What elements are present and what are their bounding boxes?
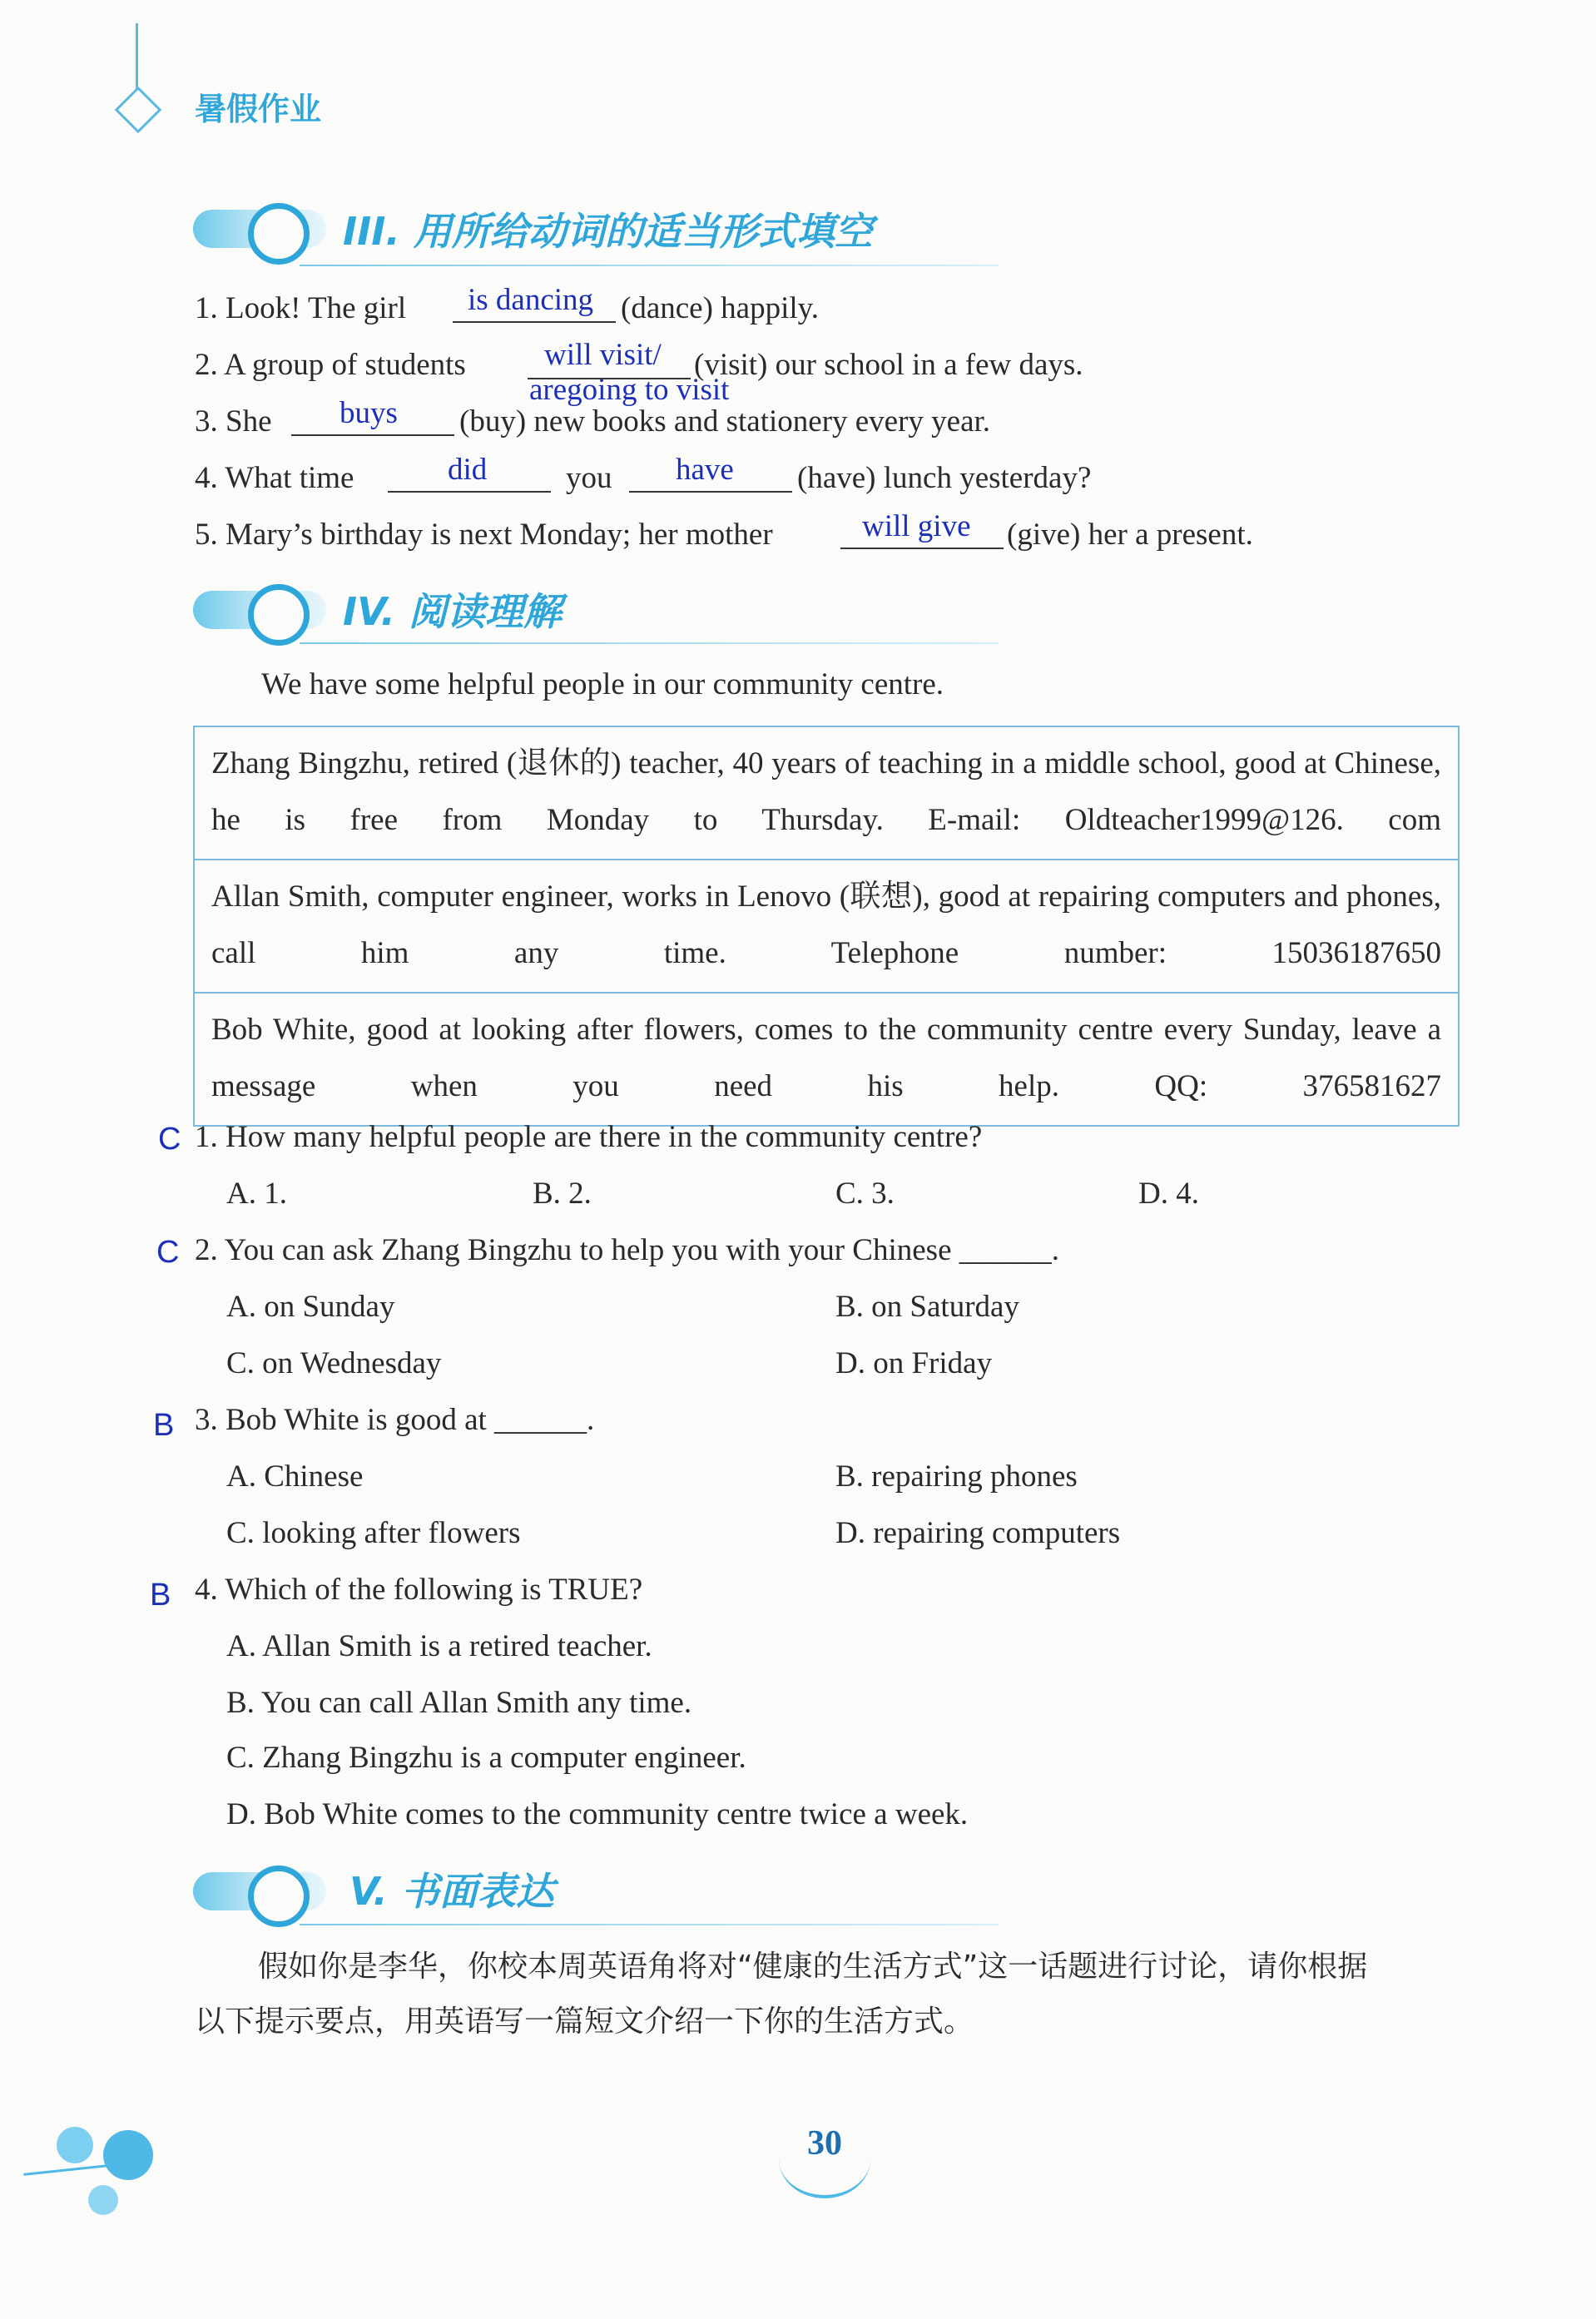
handwritten-answer: will visit/: [544, 338, 662, 372]
info-row-zhang: Zhang Bingzhu, retired (退休的) teacher, 40 years of teaching in a middle school, good at Chinese, he is free from Monday to Thursday. E-mail: Oldteacher1999@126. com: [194, 726, 1459, 860]
question-stem: 4. Which of the following is TRUE?: [195, 1573, 643, 1607]
handwritten-answer: will give: [862, 509, 971, 543]
diamond-icon: [115, 87, 162, 134]
item-text: 4. What time: [195, 461, 354, 495]
info-row-allan: Allan Smith, computer engineer, works in Lenovo (联想), good at repairing computers and phones, call him any time. Telephone number: 15036187650: [194, 860, 1459, 993]
option-d: D. Bob White comes to the community centre twice a week.: [226, 1797, 969, 1831]
section4-heading-circle: [248, 584, 310, 646]
item-text: 3. She: [195, 404, 272, 439]
handwritten-answer: have: [676, 453, 734, 487]
handwritten-answer: buys: [340, 396, 398, 430]
handwritten-answer: aregoing to visit: [529, 373, 730, 407]
section5-heading-underline: [300, 1924, 999, 1925]
item-text: 5. Mary’s birthday is next Monday; her mother: [195, 518, 773, 552]
answer-blank: [629, 491, 792, 493]
answer-mark: B: [153, 1408, 175, 1443]
info-table: [193, 726, 1460, 1127]
item-text: (give) her a present.: [1007, 518, 1253, 552]
answer-mark: B: [150, 1578, 171, 1613]
option-a: A. 1.: [226, 1177, 287, 1211]
answer-blank: [453, 321, 616, 323]
option-b: B. 2.: [533, 1177, 592, 1211]
item-text: (dance) happily.: [621, 291, 819, 325]
question-stem: 1. How many helpful people are there in the community centre?: [195, 1120, 983, 1154]
option-a: A. on Sunday: [226, 1290, 395, 1324]
option-d: D. 4.: [1138, 1177, 1199, 1211]
option-d: D. on Friday: [835, 1346, 993, 1380]
writing-prompt-line1: 假如你是李华，你校本周英语角将对“健康的生活方式”这一话题进行讨论，请你根据: [258, 1950, 1368, 1984]
answer-mark: C: [158, 1122, 181, 1157]
question-stem: 2. You can ask Zhang Bingzhu to help you with your Chinese ______.: [195, 1233, 1059, 1267]
option-a: A. Allan Smith is a retired teacher.: [226, 1629, 652, 1663]
section4-heading: IV. 阅读理解: [343, 589, 563, 634]
option-b: B. repairing phones: [835, 1459, 1078, 1494]
option-a: A. Chinese: [226, 1459, 364, 1494]
info-row-bob: Bob White, good at looking after flowers, comes to the community centre every Sunday, leave a message when you need his help. QQ: 376581627: [194, 993, 1459, 1126]
section3-heading-underline: [300, 265, 999, 266]
item-text: 1. Look! The girl: [195, 291, 407, 325]
section5-heading: V. 书面表达: [349, 1869, 554, 1914]
handwritten-answer: did: [448, 453, 488, 487]
section5-heading-circle: [248, 1866, 310, 1927]
reading-intro: We have some helpful people in our community centre.: [261, 667, 944, 701]
section4-heading-underline: [300, 642, 999, 644]
option-d: D. repairing computers: [835, 1516, 1121, 1550]
option-b: B. You can call Allan Smith any time.: [226, 1686, 692, 1720]
item-text: you: [566, 461, 612, 495]
header-title: 暑假作业: [195, 91, 322, 127]
section3-heading-circle: [248, 203, 310, 265]
option-c: C. 3.: [835, 1177, 895, 1211]
item-text: 2. A group of students: [195, 348, 466, 382]
answer-blank: [840, 548, 1004, 549]
question-stem: 3. Bob White is good at ______.: [195, 1403, 595, 1437]
answer-blank: [388, 491, 551, 493]
handwritten-answer: is dancing: [468, 283, 594, 317]
footer-dots-decoration: [23, 2127, 165, 2218]
page-number: 30: [807, 2124, 842, 2163]
option-b: B. on Saturday: [835, 1290, 1019, 1324]
option-c: C. Zhang Bingzhu is a computer engineer.: [226, 1741, 746, 1775]
item-text: (have) lunch yesterday?: [797, 461, 1092, 495]
item-text: (visit) our school in a few days.: [694, 348, 1083, 382]
option-c: C. on Wednesday: [226, 1346, 442, 1380]
answer-blank: [291, 434, 454, 436]
item-text: (buy) new books and stationery every year.: [459, 404, 991, 439]
option-c: C. looking after flowers: [226, 1516, 521, 1550]
writing-prompt-line2: 以下提示要点，用英语写一篇短文介绍一下你的生活方式。: [195, 2004, 974, 2039]
section3-heading: III. 用所给动词的适当形式填空: [343, 209, 873, 254]
answer-mark: C: [156, 1235, 180, 1270]
